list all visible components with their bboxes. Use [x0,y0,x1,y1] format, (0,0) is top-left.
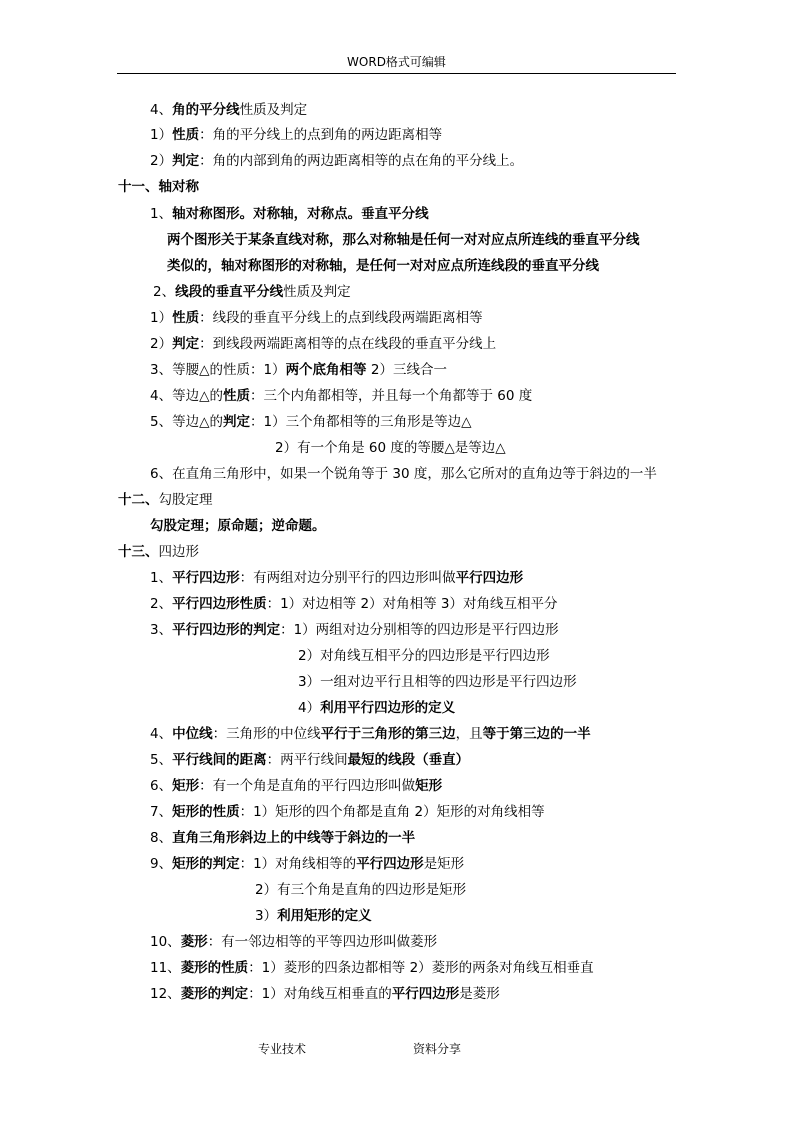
text-segment: 矩形的判定 [172,856,240,872]
text-line [275,439,506,457]
text-line [255,881,466,899]
text-segment: 类似的，轴对称图形的对称轴，是任何一对对应点所连线段的垂直平分线 [167,258,599,274]
text-segment: ：有一邻边相等的平等四边形叫做菱形 [207,934,438,950]
text-segment: 是矩形 [423,856,465,872]
text-segment: 两个底角相等 [285,362,367,378]
text-line [150,621,559,639]
text-segment: 矩形 [172,778,200,794]
text-line [167,231,640,249]
text-segment: 性质 [172,310,200,326]
text-segment: 两个图形关于某条直线对称，那么对称轴是任何一对对应点所连线的垂直平分线 [167,232,640,248]
text-segment: ：三角形的中位线 [212,726,321,742]
text-segment: 判定 [172,153,200,169]
text-line [150,777,442,795]
text-segment: ：有两组对边分别平行的四边形叫做 [239,570,456,586]
text-line [150,361,447,379]
text-line [150,725,591,743]
text-segment: 性质及判定 [239,102,308,118]
text-segment: 平行四边形 [356,856,424,872]
text-segment: 4、 [150,726,173,742]
text-segment: 最短的线段（垂直） [347,752,470,768]
text-line [298,673,577,691]
text-segment: ：线段的垂直平分线上的点到线段两端距离相等 [199,310,483,326]
text-segment: 9、 [150,856,173,872]
text-segment: 平行四边形 [172,570,240,586]
text-segment: 平行四边形的判定 [172,622,281,638]
text-line [150,751,469,769]
text-segment: ：1）对角线互相垂直的 [248,986,392,1002]
text-line [150,309,483,327]
text-segment: 斜边上的中线等于斜边的一半 [239,830,416,846]
text-segment: 矩形 [415,778,443,794]
text-segment: 平行四边形性质 [172,596,267,612]
text-segment: 平行线间的距离 [172,752,267,768]
text-segment: 矩形的性质 [172,804,240,820]
text-segment: 平行四边形 [455,570,524,586]
text-segment: 2、 [150,596,173,612]
text-segment: 直角三角形 [172,830,240,846]
text-segment: 利用矩形的定义 [277,908,372,924]
text-segment: 5、 [150,752,173,768]
text-line [150,413,471,431]
text-segment: 6、 [150,778,173,794]
text-segment: 性质 [172,127,200,143]
text-segment: 4） [298,700,321,716]
footer-left: 专业技术 [258,1042,307,1056]
text-segment: ：1）对边相等 2）对角相等 3）对角线互相平分 [266,596,558,612]
text-line [150,387,532,405]
text-segment: 6、在直角三角形中，如果一个锐角等于 30 度，那么它所对的直角边等于斜边的一半 [150,466,657,482]
text-line [118,543,199,561]
text-segment: 轴对称图形。对称轴，对称点。垂直平分线 [172,206,429,222]
text-line [118,491,213,509]
text-segment: ：两平行线间 [266,752,348,768]
text-segment: ，且 [455,726,483,742]
page-header: WORD格式可编辑 [117,55,676,74]
text-segment: 12、 [150,986,181,1002]
text-line [150,335,496,353]
text-segment: ：角的内部到角的两边距离相等的点在角的平分线上。 [199,153,524,169]
text-segment: ：1）菱形的四条边都相等 2）菱形的两条对角线互相垂直 [248,960,594,976]
text-line [150,803,545,821]
text-segment: 1、 [150,206,173,222]
text-line [255,907,372,925]
text-segment: 四边形 [158,544,199,560]
text-segment: 2） [150,153,173,169]
text-line [150,959,594,977]
text-segment: 1） [150,127,173,143]
text-segment: 判定 [222,414,250,430]
text-line [298,699,455,717]
text-segment: 性质 [222,388,250,404]
text-segment: 2、 [153,284,176,300]
text-segment: ：1）两组对边分别相等的四边形是平行四边形 [280,622,559,638]
text-segment: 中位线 [172,726,213,742]
text-segment: 8、 [150,830,173,846]
text-segment: 2）有一个角是 60 度的等腰△是等边△ [275,440,506,456]
text-segment: 10、 [150,934,181,950]
text-segment: 十三、 [118,544,159,560]
text-segment: 5、等边△的 [150,414,223,430]
text-segment: 2）三线合一 [366,362,447,378]
text-segment: 3、等腰△的性质：1） [150,362,286,378]
text-segment: 平行于三角形的第三边 [320,726,456,742]
text-line [150,517,326,535]
text-line [150,855,464,873]
text-segment: ：1）对角线相等的 [239,856,357,872]
text-segment: 角的平分线 [172,102,240,118]
text-segment: 十二、 [118,492,159,508]
text-segment: 勾股定理；原命题；逆命题。 [150,518,326,534]
text-segment: 性质及判定 [283,284,351,300]
text-segment: ：1）矩形的四个角都是直角 2）矩形的对角线相等 [239,804,545,820]
text-segment: 2）对角线互相平分的四边形是平行四边形 [298,648,550,664]
text-segment: 等于第三边的一半 [482,726,591,742]
text-line [150,152,523,170]
text-segment: 3）一组对边平行且相等的四边形是平行四边形 [298,674,577,690]
text-segment: 3、 [150,622,173,638]
text-line [167,257,599,275]
text-line [153,283,351,301]
text-segment: 1） [150,310,173,326]
text-segment: 是菱形 [459,986,500,1002]
text-segment: 菱形的性质 [180,960,249,976]
text-line [150,933,437,951]
text-line [150,569,523,587]
text-line [118,178,199,196]
text-segment: 十一、轴对称 [118,179,199,195]
text-segment: 2） [150,336,173,352]
text-segment: ：三个内角都相等，并且每一个角都等于 60 度 [249,388,533,404]
text-line [150,465,657,483]
text-segment: 4、等边△的 [150,388,223,404]
text-segment: 线段的垂直平分线 [175,284,284,300]
text-segment: 判定 [172,336,200,352]
text-segment: 4、 [150,102,173,118]
text-segment: 勾股定理 [158,492,213,508]
text-line [150,595,557,613]
text-segment: 7、 [150,804,173,820]
text-segment: 1、 [150,570,173,586]
text-segment: 11、 [150,960,181,976]
text-line [150,101,307,119]
text-line [150,985,500,1003]
text-line [298,647,550,665]
text-segment: ：角的平分线上的点到角的两边距离相等 [199,127,443,143]
text-segment: 菱形 [180,934,208,950]
text-segment: 3） [255,908,278,924]
text-segment: 菱形的判定 [180,986,249,1002]
text-segment: 2）有三个角是直角的四边形是矩形 [255,882,467,898]
text-line [150,126,442,144]
text-line [150,829,415,847]
text-segment: ：1）三个角都相等的三角形是等边△ [249,414,472,430]
text-segment: 利用平行四边形的定义 [320,700,456,716]
text-line [150,205,429,223]
footer-right: 资料分享 [413,1042,462,1056]
text-segment: ：有一个角是直角的平行四边形叫做 [199,778,416,794]
text-segment: ：到线段两端距离相等的点在线段的垂直平分线上 [199,336,497,352]
text-segment: 平行四边形 [391,986,460,1002]
